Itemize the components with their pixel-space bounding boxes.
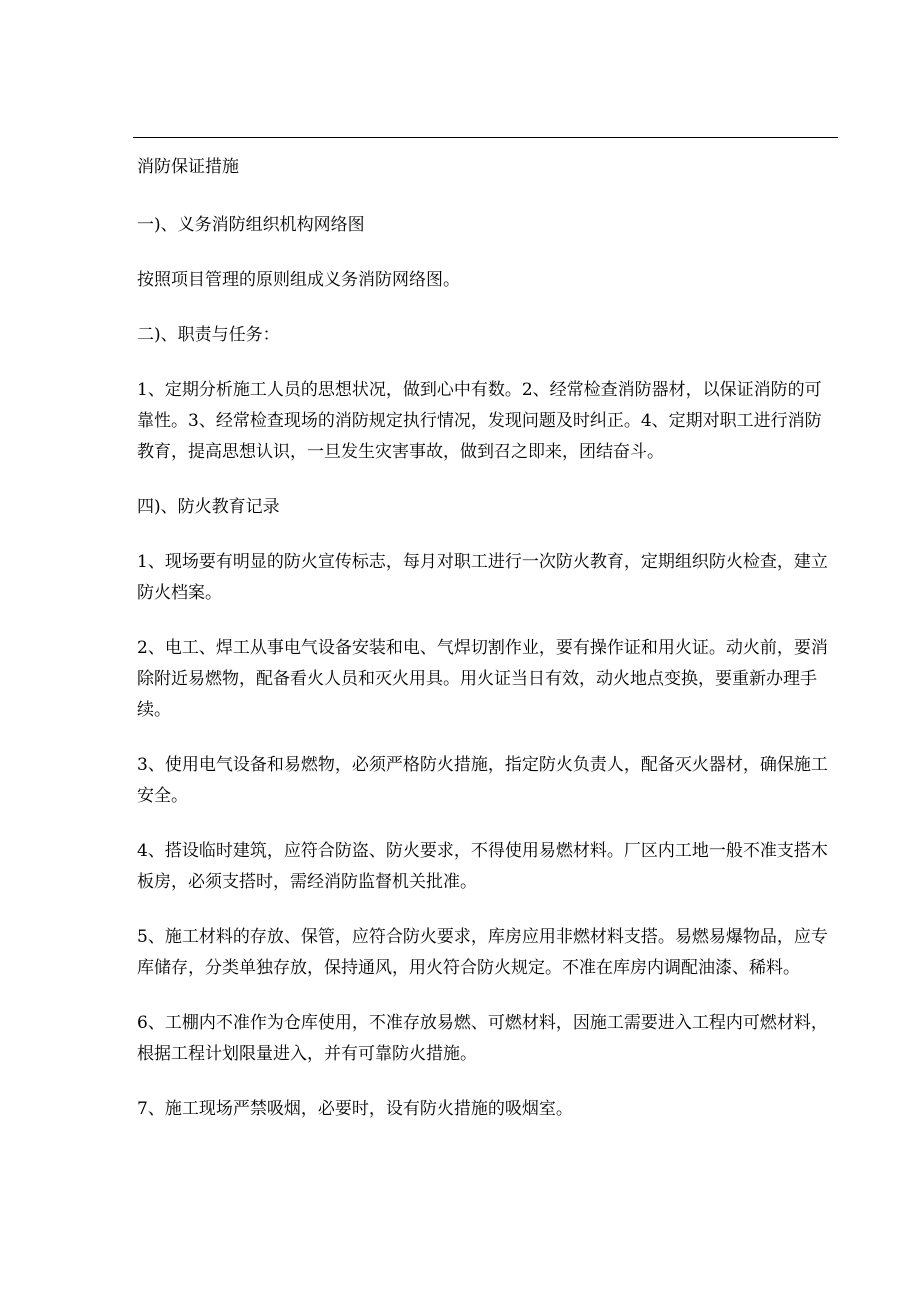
- section-heading-2: 二)、职责与任务：: [137, 325, 280, 345]
- paragraph: 按照项目管理的原则组成义务消防网络图。: [137, 270, 460, 290]
- paragraph: 4、搭设临时建筑，应符合防盗、防火要求，不得使用易燃材料。厂区内工地一般不准支搭木板房，必须支搭时，需经消防监督机关批准。: [137, 841, 828, 892]
- paragraph: 7、施工现场严禁吸烟，必要时，设有防火措施的吸烟室。: [137, 1099, 573, 1119]
- paragraph: 3、使用电气设备和易燃物，必须严格防火措施，指定防火负责人，配备灭火器材，确保施工安全。: [137, 755, 828, 806]
- paragraph: 6、工棚内不准作为仓库使用，不准存放易燃、可燃材料，因施工需要进入工程内可燃材料，根据工程计划限量进入，并有可靠防火措施。: [137, 1013, 828, 1064]
- paragraph: 1、定期分析施工人员的思想状况，做到心中有数。2、经常检查消防器材，以保证消防的可靠性。3、经常检查现场的消防规定执行情况，发现问题及时纠正。4、定期对职工进行消防教育，提高思想认识，一旦发生灾害事故，做到召之即来，团结奋斗。: [137, 380, 822, 462]
- section-heading-1: 一)、义务消防组织机构网络图: [137, 215, 365, 235]
- section-heading-4: 四)、防火教育记录: [137, 497, 280, 517]
- document-body: [137, 152, 837, 1149]
- paragraph: 5、施工材料的存放、保管，应符合防火要求，库房应用非燃材料支搭。易燃易爆物品，应专库储存，分类单独存放，保持通风，用火符合防火规定。不准在库房内调配油漆、稀料。: [137, 927, 828, 978]
- header-rule: [133, 137, 838, 138]
- paragraph: 2、电工、焊工从事电气设备安装和电、气焊切割作业，要有操作证和用火证。动火前，要消除附近易燃物，配备看火人员和灭火用具。用火证当日有效，动火地点变换，要重新办理手续。: [137, 638, 828, 720]
- document-title: 消防保证措施: [137, 157, 239, 177]
- paragraph: 1、现场要有明显的防火宣传标志，每月对职工进行一次防火教育，定期组织防火检查，建立防火档案。: [137, 552, 828, 603]
